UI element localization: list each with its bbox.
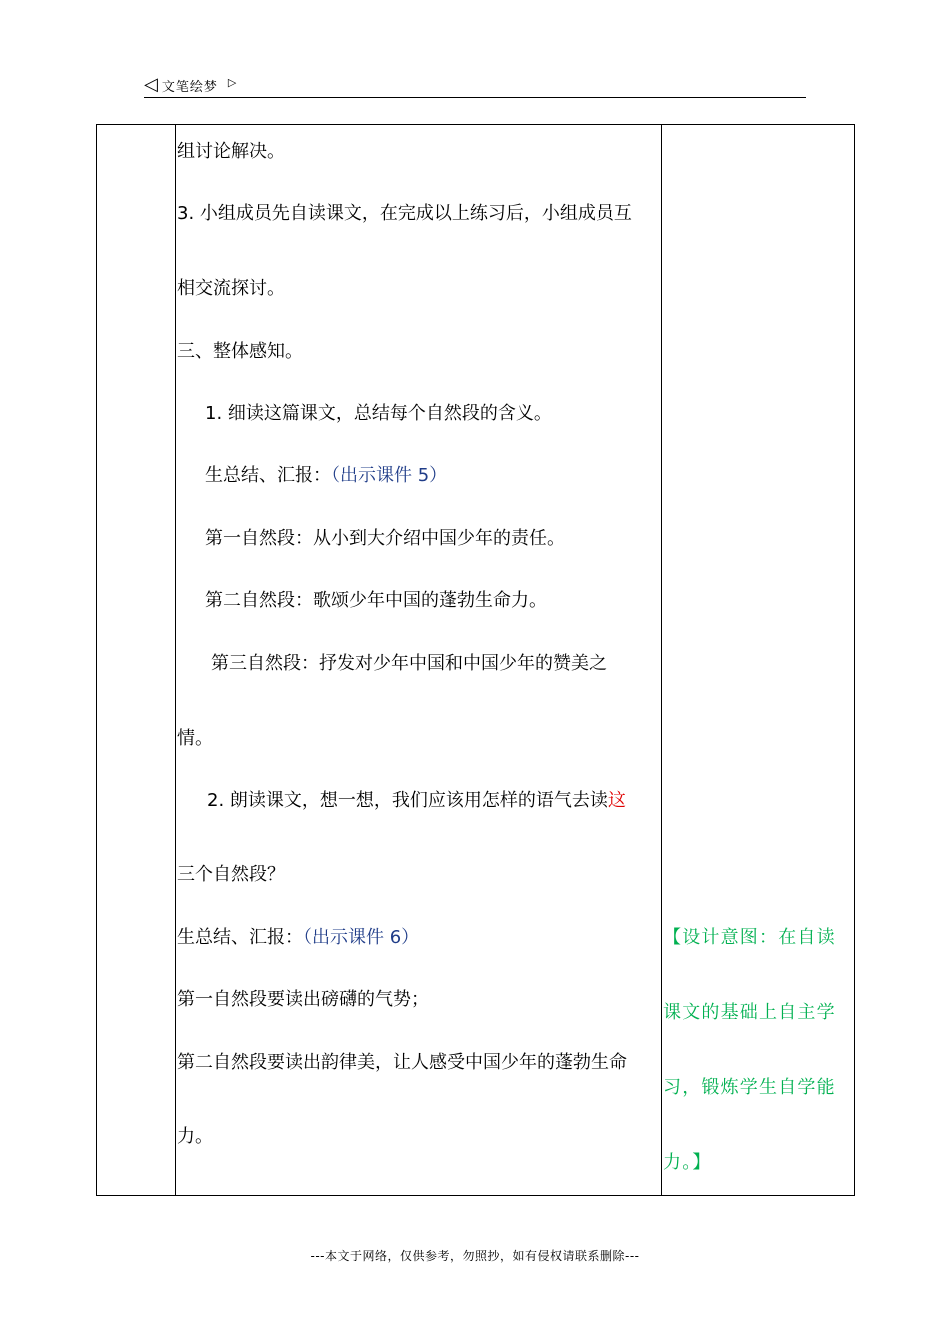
text-line: 三个自然段？ xyxy=(177,864,285,885)
report-label: 生总结、汇报： xyxy=(205,465,331,486)
text-line: 情。 xyxy=(177,728,213,749)
design-note-line: 习，锻炼学生自学能 xyxy=(663,1077,836,1098)
report-label: 生总结、汇报： xyxy=(177,927,303,948)
text-line: 第三自然段：抒发对少年中国和中国少年的赞美之 xyxy=(211,653,607,674)
triangle-right-icon: ▷ xyxy=(227,75,237,89)
design-note-line: 课文的基础上自主学 xyxy=(663,1002,836,1023)
courseware-ref: （出示课件 5） xyxy=(331,465,448,486)
text-line: 相交流探讨。 xyxy=(177,278,285,299)
highlight-char: 这 xyxy=(607,790,626,811)
text-line: 3. 小组成员先自读课文，在完成以上练习后，小组成员互 xyxy=(177,203,632,224)
text-line: 第二自然段：歌颂少年中国的蓬勃生命力。 xyxy=(205,590,547,611)
report-line-1 xyxy=(205,465,447,487)
text-line: 1. 细读这篇课文，总结每个自然段的含义。 xyxy=(205,403,552,424)
text-line: 第一自然段要读出磅礴的气势； xyxy=(177,989,429,1010)
question-line xyxy=(207,790,626,812)
text-line: 组讨论解决。 xyxy=(177,141,285,162)
column-divider-1 xyxy=(175,125,176,1195)
header-title: 文笔绘梦 xyxy=(161,79,218,95)
header-divider xyxy=(144,97,806,98)
column-divider-2 xyxy=(661,125,662,1195)
triangle-left-icon: ◁ xyxy=(144,74,158,95)
courseware-ref: （出示课件 6） xyxy=(303,927,420,948)
design-note-line: 力。】 xyxy=(663,1152,712,1173)
design-note-line: 【设计意图：在自读 xyxy=(663,927,836,948)
section-heading: 三、整体感知。 xyxy=(177,341,303,362)
report-line-2 xyxy=(177,927,419,949)
question-text: 2. 朗读课文，想一想，我们应该用怎样的语气去读 xyxy=(207,790,608,811)
text-line: 第一自然段：从小到大介绍中国少年的责任。 xyxy=(205,528,565,549)
page-header xyxy=(144,72,236,98)
text-line: 力。 xyxy=(177,1126,213,1147)
footer-disclaimer: ---本文于网络，仅供参考，勿照抄，如有侵权请联系删除--- xyxy=(310,1249,640,1263)
text-line: 第二自然段要读出韵律美，让人感受中国少年的蓬勃生命 xyxy=(177,1052,627,1073)
